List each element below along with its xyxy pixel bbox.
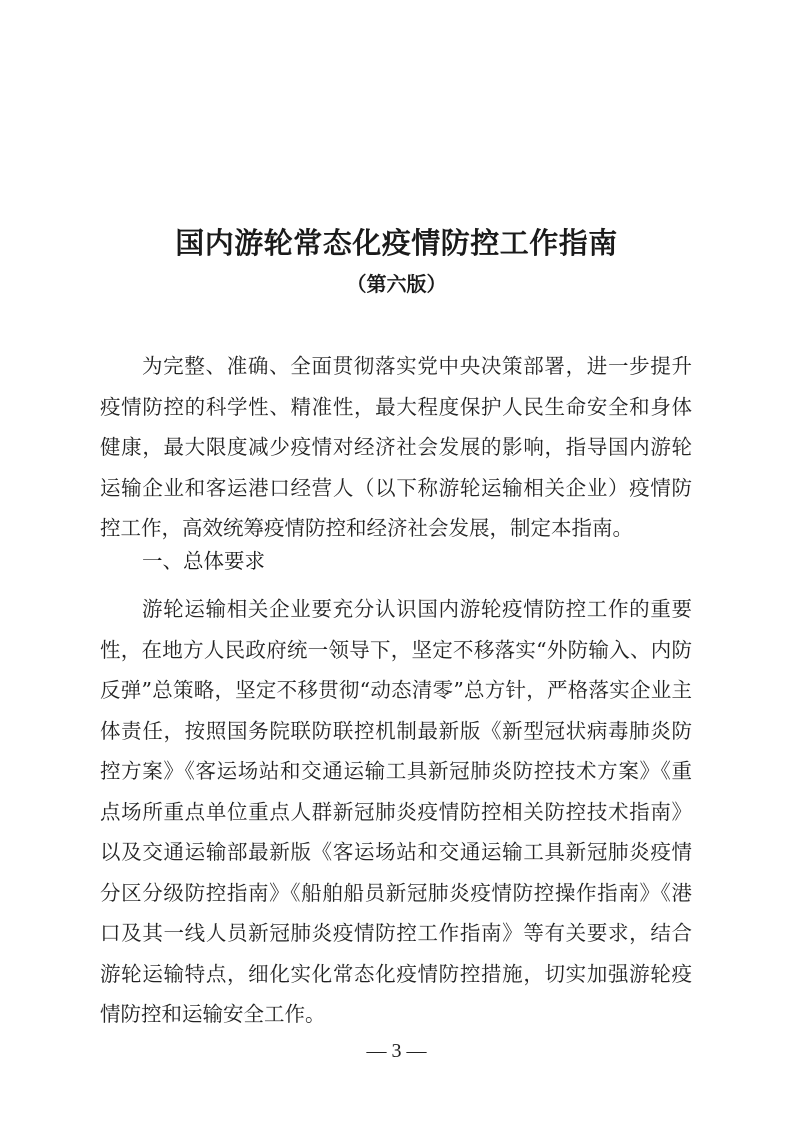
intro-section [100,346,692,549]
intro-paragraph: 为完整、准确、全面贯彻落实党中央决策部署，进一步提升疫情防控的科学性、精准性，最大程度保护人民生命安全和身体健康，最大限度减少疫情对经济社会发展的影响，指导国内游轮运输企业和客运港口经营人（以下称游轮运输相关企业）疫情防控工作，高效统筹疫情防控和经济社会发展，制定本指南。 [100,354,692,540]
document-title: 国内游轮常态化疫情防控工作指南 [175,226,618,260]
document-edition: （第六版） [346,272,447,296]
page-number: — 3 — [366,1040,427,1062]
section-1-body [100,589,692,1035]
section-heading: 一、总体要求 [142,549,265,573]
section-1-paragraph: 游轮运输相关企业要充分认识国内游轮疫情防控工作的重要性，在地方人民政府统一领导下，坚定不移落实“外防输入、内防反弹”总策略，坚定不移贯彻“动态清零”总方针，严格落实企业主体责任，按照国务院联防联控机制最新版《新型冠状病毒肺炎防控方案》《客运场站和交通运输工具新冠肺炎防控技术方案》《重点场所重点单位重点人群新冠肺炎疫情防控相关防控技术指南》以及交通运输部最新版《客运场站和交通运输工具新冠肺炎疫情分区分级防控指南》《船舶船员新冠肺炎疫情防控操作指南》《港口及其一线人员新冠肺炎疫情防控工作指南》等有关要求，结合游轮运输特点，细化实化常态化疫情防控措施，切实加强游轮疫情防控和运输安全工作。 [100,597,692,1026]
